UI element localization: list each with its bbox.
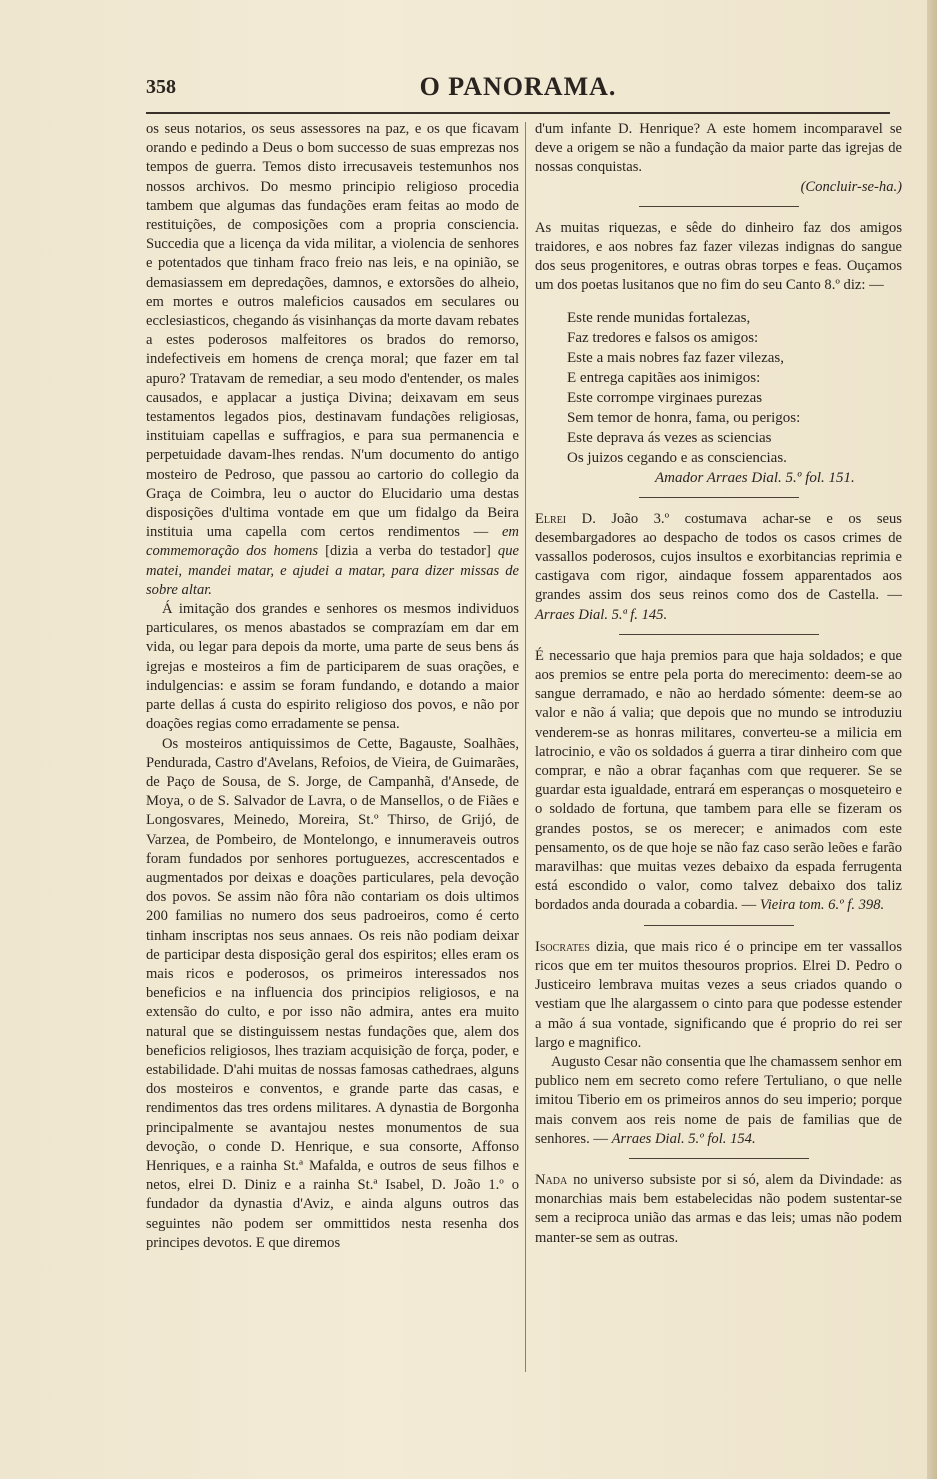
page-title: O PANORAMA.	[419, 72, 617, 101]
quote-italic-a: em commemoração dos homens	[146, 524, 519, 560]
left-column	[146, 120, 519, 1253]
poem-line: Este deprava ás vezes as sciencias	[567, 429, 772, 446]
page-header	[146, 72, 890, 106]
header-rule	[146, 112, 890, 114]
poem-line: Os juizos cegando e as consciencias.	[567, 449, 787, 466]
right-paragraph-4: É necessario que haja premios para que haja soldados; e que aos premios se entre pela porta do merecimento: deem-se ao sangue derramado, e não ao herdado sómente: deem-se ao valor e não á valia; que depois que no mundo se introduziu venderem-se as honras militares, converteu-se a milicia em latrocinio, e vão os soldados á guerra a tirar dinheiro com que comprar, e não a obrar façanhas com que requerer. Se se guardar esta igualdade, entrará em esperanças o mosqueteiro e o soldado de fortuna, que tambem para elle se fizeram os grandes postos, se os merecer; e animados com este pensamento, os de que hoje se não faz caso serão leões e farão maravilhas: que muitas vezes debaixo da espada ferrugenta está escondido o valor, como talvez debaixo dos taliz bordados anda dourada a cobardia. — Vieira tom. 6.º f. 398.	[535, 647, 902, 914]
page-edge	[927, 0, 937, 1479]
column-divider	[525, 122, 526, 1372]
right-paragraph-6: Augusto Cesar não consentia que lhe chamassem senhor em publico nem em secreto como refere Tertuliano, o que nelle imitou Tiberio em os primeiros annos do seu imperio; porque mais convem aos reis nome de pais de familias que de senhores. — Arraes Dial. 5.º fol. 154.	[535, 1053, 902, 1147]
separator	[639, 497, 799, 498]
separator	[644, 925, 794, 926]
right-paragraph-3: Elrei D. João 3.º costumava achar-se e os seus desembargadores ao despacho de todos os casos crimes de vassallos poderosos, cujos insultos e exorbitancias reprimia e castigava com rigor, aindaque fossem apparentados aos grandes assim dos seus reinos como dos de Castella. — Arraes Dial. 5.ª f. 145.	[535, 510, 902, 623]
poem-attribution: Amador Arraes Dial. 5.º fol. 151.	[655, 469, 855, 486]
right-paragraph-7: Nada no universo subsiste por si só, alem da Divindade: as monarchias mais bem estabelecidas não podem sustentar-se sem a reciproca união das armas e das leis; umas não podem manter-se sem as outras.	[535, 1171, 902, 1246]
poem-line: Este corrompe virginaes purezas	[567, 389, 763, 406]
poem	[567, 308, 902, 488]
page-number: 358	[146, 76, 176, 98]
poem-line: Este a mais nobres faz fazer vilezas,	[567, 349, 784, 366]
separator	[639, 206, 799, 207]
left-paragraph-3: Os mosteiros antiquissimos de Cette, Bagauste, Soalhães, Pendurada, Castro d'Avelans, Refoios, de Vieira, de Guimarães, de Paço de Sousa, de S. Jorge, de Campanhã, d'Ansede, de Moya, o de S. Salvador de Lavra, o de Mansellos, o de Fiães e Longosvares, Meinedo, Moreira, St.º Thirso, de Grijó, de Varzea, de Pombeiro, de Montelongo, e innumeraveis outros foram fundados por senhores portuguezes, accrescentados e augmentados por deixas e doações particulares, pela devoção dos povos. Se assim não fôra não contariam os dois ultimos 200 familias no numero dos seus padroeiros, como é certo tinham inscriptas nos seus annaes. Os reis não podiam deixar de participar desta disposição geral dos espiritos; elles eram os mais ricos e poderosos, os primeiros interessados nos beneficios e na influencia dos principios religiosos, e na extensão do culto, e por isso não admira, antes era muito natural que se distinguissem nestas fundações que, alem dos beneficios religiosos, lhes traziam acquisição de força, poder, e estabilidade. D'ahi muitas de nossas famosas cathedraes, alguns dos mosteiros e conventos, e grande parte das casas, e rendimentos das tres ordens militares. A dynastia de Borgonha principalmente se avantajou nestes monumentos de sua devoção, o conde D. Henrique, e sua consorte, Affonso Henriques, e a rainha St.ª Mafalda, e outros de seus filhos e netos, elrei D. Diniz e a rainha St.ª Isabel, D. João 1.º o fundador da dynastia d'Aviz, e ainda alguns outros das seguintes não podem ser ommittidos nesta resenha dos principes devotos. E que diremos	[146, 735, 519, 1251]
poem-line: Faz tredores e falsos os amigos:	[567, 329, 759, 346]
poem-line: Sem temor de honra, fama, ou perigos:	[567, 409, 801, 426]
right-column	[535, 120, 902, 1248]
separator	[629, 1158, 809, 1159]
quote-italic-b: que matei, mandei matar, e ajudei a matar, para dizer missas de sobre altar.	[146, 543, 519, 598]
continuation-note: (Concluir-se-ha.)	[800, 178, 902, 195]
left-paragraph-2: Á imitação dos grandes e senhores os mesmos individuos particulares, os menos abastados se comprazíam em dar em vida, ou legar para depois da morte, uma parte de seus bens ás igrejas e mosteiros a fim de participarem de suas orações, e indulgencias: e assim se foram fundando, e dotando a maior parte dellas á custa do espirito religioso dos povos, e não por doações regias como erradamente se pensa.	[146, 601, 519, 733]
right-paragraph-1: d'um infante D. Henrique? A este homem incomparavel se deve a origem se não a fundação da maior parte das igrejas de nossas conquistas.	[535, 121, 902, 176]
right-paragraph-5: Isocrates dizia, que mais rico é o principe em ter vassallos ricos que em ter muitos thesouros proprios. Elrei D. Pedro o Justiceiro lembrava muitas vezes a seus criados quando o vestiam que lhe alargassem o cinto para que podesse estender a mão á sua vontade, significando que é proprio do rei ser largo e magnifico.	[535, 938, 902, 1051]
separator	[619, 634, 819, 635]
left-paragraph-1: os seus notarios, os seus assessores na paz, e os que ficavam orando e pedindo a Deus o bom successo de suas emprezas nos tempos de guerra. Temos disto irrecusaveis testemunhos nos nossos archivos. Do mesmo principio religioso procedia tambem que algumas das fundações eram feitas ao modo de restituições, de composições com a propria consciencia. Succedia que a licença da vida militar, a violencia de senhores e potentados que tinham fraco freio nas leis, e na opinião, se demasiassem em depredações, damnos, e extorsões do alheio, em mortes e outros maleficios causados em seculares ou ecclesiasticos, chegando ás visinhanças da morte davam rebates a estes poderosos malfeitores os brados do remorso, indefectiveis em homens de crença moral; que fazer em tal apuro? Tratavam de remediar, a seu modo d'entender, os males causados, e applacar a justiça Divina; deixavam em seus testamentos legados pios, destinavam fundações religiosas, instituiam capellas e suffragios, e para sua permanencia e perpetuidade davam-lhes rendas. N'um documento do antigo mosteiro de Pedroso, que passou ao cartorio do collegio da Graça de Coimbra, leu o auctor do Elucidario uma destas disposições d'ultima vontade em que um fidalgo da Beira instituia uma capella com certos rendimentos — em commemoração dos homens [dizia a verba do testador] que matei, mandei matar, e ajudei a matar, para dizer missas de sobre altar.	[146, 121, 519, 598]
right-paragraph-2: As muitas riquezas, e sêde do dinheiro faz dos amigos traidores, e aos nobres faz fazer vilezas indignas do sangue dos seus progenitores, e outras obras torpes e feas. Ouçamos um dos poetas lusitanos que no fim do seu Canto 8.º diz: —	[535, 219, 902, 294]
poem-line: Este rende munidas fortalezas,	[567, 309, 751, 326]
poem-line: E entrega capitães aos inimigos:	[567, 369, 761, 386]
